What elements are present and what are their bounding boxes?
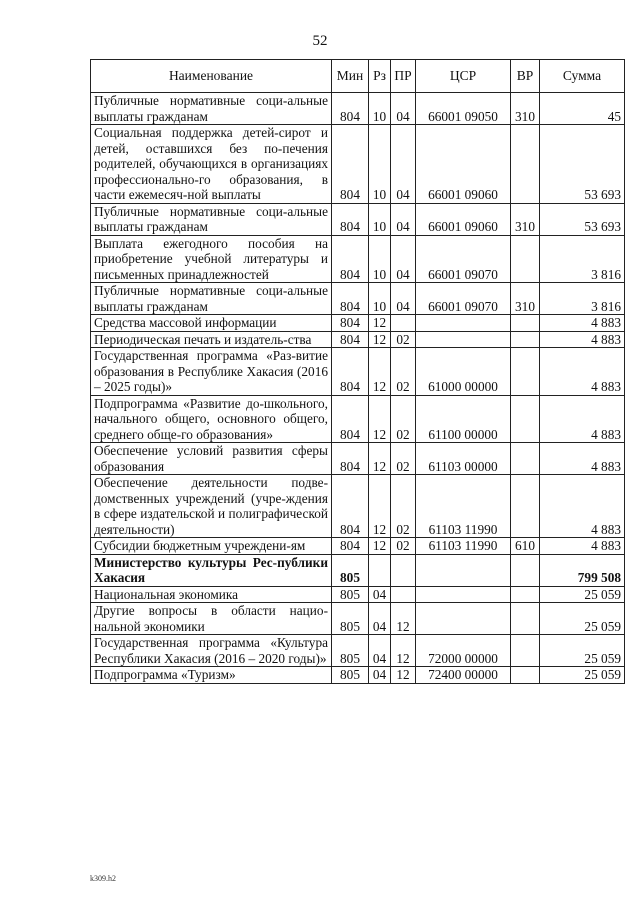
cell-csr: 61103 11990 [416, 538, 511, 555]
cell-name: Министерство культуры Рес-публики Хакасия [91, 554, 332, 586]
cell-sum: 53 693 [540, 203, 625, 235]
cell-csr: 61103 11990 [416, 475, 511, 538]
cell-min: 804 [332, 315, 369, 332]
cell-csr [416, 586, 511, 603]
cell-csr: 66001 09060 [416, 125, 511, 204]
cell-min: 804 [332, 348, 369, 396]
cell-name: Средства массовой информации [91, 315, 332, 332]
table-row [91, 331, 625, 348]
cell-min: 804 [332, 331, 369, 348]
cell-pr: 04 [391, 125, 416, 204]
table-row [91, 395, 625, 443]
cell-csr: 61000 00000 [416, 348, 511, 396]
cell-rz: 10 [369, 203, 391, 235]
table-body [91, 93, 625, 684]
cell-sum: 4 883 [540, 443, 625, 475]
cell-sum: 4 883 [540, 395, 625, 443]
cell-vr: 310 [511, 93, 540, 125]
table-row [91, 315, 625, 332]
cell-sum: 25 059 [540, 586, 625, 603]
cell-csr: 66001 09050 [416, 93, 511, 125]
header-min: Мин [332, 60, 369, 93]
cell-vr [511, 235, 540, 283]
cell-name: Выплата ежегодного пособия на приобретение учебной литературы и письменных принадлежностей [91, 235, 332, 283]
cell-vr [511, 331, 540, 348]
cell-vr [511, 348, 540, 396]
cell-pr: 04 [391, 235, 416, 283]
header-rz: Рз [369, 60, 391, 93]
cell-csr: 66001 09070 [416, 235, 511, 283]
cell-rz: 12 [369, 348, 391, 396]
cell-rz: 10 [369, 283, 391, 315]
cell-min: 804 [332, 125, 369, 204]
cell-sum: 25 059 [540, 603, 625, 635]
cell-pr: 12 [391, 635, 416, 667]
cell-csr: 61103 00000 [416, 443, 511, 475]
cell-min: 804 [332, 443, 369, 475]
cell-vr [511, 125, 540, 204]
table-row [91, 538, 625, 555]
cell-csr [416, 331, 511, 348]
cell-name: Социальная поддержка детей-сирот и детей, оставшихся без по-печения родителей, обучающихся в организациях профессионально-го образования, в части ежемесяч-ной выплаты [91, 125, 332, 204]
cell-csr: 72400 00000 [416, 667, 511, 684]
header-pr: ПР [391, 60, 416, 93]
cell-rz: 04 [369, 635, 391, 667]
cell-vr [511, 586, 540, 603]
cell-name: Обеспечение условий развития сферы образования [91, 443, 332, 475]
cell-name: Публичные нормативные соци-альные выплаты гражданам [91, 283, 332, 315]
cell-name: Подпрограмма «Туризм» [91, 667, 332, 684]
cell-min: 804 [332, 203, 369, 235]
cell-rz: 10 [369, 125, 391, 204]
cell-sum: 4 883 [540, 331, 625, 348]
cell-sum: 53 693 [540, 125, 625, 204]
cell-rz: 04 [369, 586, 391, 603]
table-row [91, 443, 625, 475]
cell-sum: 45 [540, 93, 625, 125]
cell-rz: 12 [369, 315, 391, 332]
cell-vr [511, 315, 540, 332]
cell-rz: 04 [369, 667, 391, 684]
cell-vr [511, 554, 540, 586]
cell-rz: 10 [369, 235, 391, 283]
cell-name: Обеспечение деятельности подве-домственных учреждений (учре-ждения в сфере издательской и полиграфической деятельности) [91, 475, 332, 538]
cell-name: Публичные нормативные соци-альные выплаты гражданам [91, 203, 332, 235]
cell-name: Периодическая печать и издатель-ства [91, 331, 332, 348]
table-row [91, 93, 625, 125]
cell-rz: 10 [369, 93, 391, 125]
cell-rz [369, 554, 391, 586]
table-row [91, 554, 625, 586]
header-csr: ЦСР [416, 60, 511, 93]
cell-pr: 12 [391, 667, 416, 684]
cell-pr: 04 [391, 283, 416, 315]
cell-sum: 4 883 [540, 348, 625, 396]
cell-min: 805 [332, 554, 369, 586]
cell-vr [511, 395, 540, 443]
cell-sum: 799 508 [540, 554, 625, 586]
table-row [91, 125, 625, 204]
cell-pr: 02 [391, 475, 416, 538]
cell-min: 805 [332, 603, 369, 635]
cell-name: Субсидии бюджетным учреждени-ям [91, 538, 332, 555]
cell-min: 805 [332, 635, 369, 667]
cell-pr: 04 [391, 203, 416, 235]
cell-sum: 25 059 [540, 635, 625, 667]
cell-vr [511, 603, 540, 635]
cell-vr: 610 [511, 538, 540, 555]
cell-rz: 12 [369, 331, 391, 348]
cell-sum: 3 816 [540, 283, 625, 315]
cell-name: Другие вопросы в области нацио-нальной экономики [91, 603, 332, 635]
cell-csr: 66001 09060 [416, 203, 511, 235]
cell-sum: 3 816 [540, 235, 625, 283]
cell-pr: 02 [391, 331, 416, 348]
cell-min: 805 [332, 667, 369, 684]
cell-min: 804 [332, 395, 369, 443]
footer-code: k309.h2 [90, 874, 116, 883]
cell-vr [511, 635, 540, 667]
cell-min: 804 [332, 283, 369, 315]
cell-csr [416, 603, 511, 635]
cell-name: Государственная программа «Культура Республики Хакасия (2016 – 2020 годы)» [91, 635, 332, 667]
cell-name: Подпрограмма «Развитие до-школьного, начального общего, основного общего, среднего обще-го образования» [91, 395, 332, 443]
cell-pr: 02 [391, 348, 416, 396]
table-header-row [91, 60, 625, 93]
cell-sum: 25 059 [540, 667, 625, 684]
cell-name: Публичные нормативные соци-альные выплаты гражданам [91, 93, 332, 125]
cell-rz: 12 [369, 475, 391, 538]
table-row [91, 203, 625, 235]
cell-name: Государственная программа «Раз-витие образования в Республике Хакасия (2016 – 2025 годы)» [91, 348, 332, 396]
table-row [91, 283, 625, 315]
table-row [91, 586, 625, 603]
table-row [91, 235, 625, 283]
cell-csr: 66001 09070 [416, 283, 511, 315]
cell-sum: 4 883 [540, 475, 625, 538]
cell-rz: 04 [369, 603, 391, 635]
cell-csr [416, 554, 511, 586]
cell-csr: 61100 00000 [416, 395, 511, 443]
cell-name: Национальная экономика [91, 586, 332, 603]
cell-rz: 12 [369, 395, 391, 443]
cell-rz: 12 [369, 538, 391, 555]
cell-pr [391, 586, 416, 603]
cell-pr: 02 [391, 538, 416, 555]
cell-min: 804 [332, 93, 369, 125]
budget-table [90, 59, 625, 684]
cell-vr [511, 667, 540, 684]
cell-min: 804 [332, 475, 369, 538]
cell-pr [391, 315, 416, 332]
cell-vr: 310 [511, 203, 540, 235]
table-row [91, 667, 625, 684]
table-row [91, 635, 625, 667]
cell-pr: 02 [391, 395, 416, 443]
header-vr: ВР [511, 60, 540, 93]
cell-vr [511, 475, 540, 538]
cell-csr [416, 315, 511, 332]
page-number: 52 [312, 33, 328, 49]
table-row [91, 603, 625, 635]
header-name: Наименование [91, 60, 332, 93]
table-row [91, 348, 625, 396]
cell-pr: 12 [391, 603, 416, 635]
table-row [91, 475, 625, 538]
cell-vr: 310 [511, 283, 540, 315]
cell-min: 804 [332, 538, 369, 555]
cell-min: 804 [332, 235, 369, 283]
cell-min: 805 [332, 586, 369, 603]
cell-sum: 4 883 [540, 315, 625, 332]
cell-pr: 02 [391, 443, 416, 475]
cell-rz: 12 [369, 443, 391, 475]
cell-pr: 04 [391, 93, 416, 125]
header-sum: Сумма [540, 60, 625, 93]
cell-csr: 72000 00000 [416, 635, 511, 667]
cell-vr [511, 443, 540, 475]
cell-pr [391, 554, 416, 586]
cell-sum: 4 883 [540, 538, 625, 555]
